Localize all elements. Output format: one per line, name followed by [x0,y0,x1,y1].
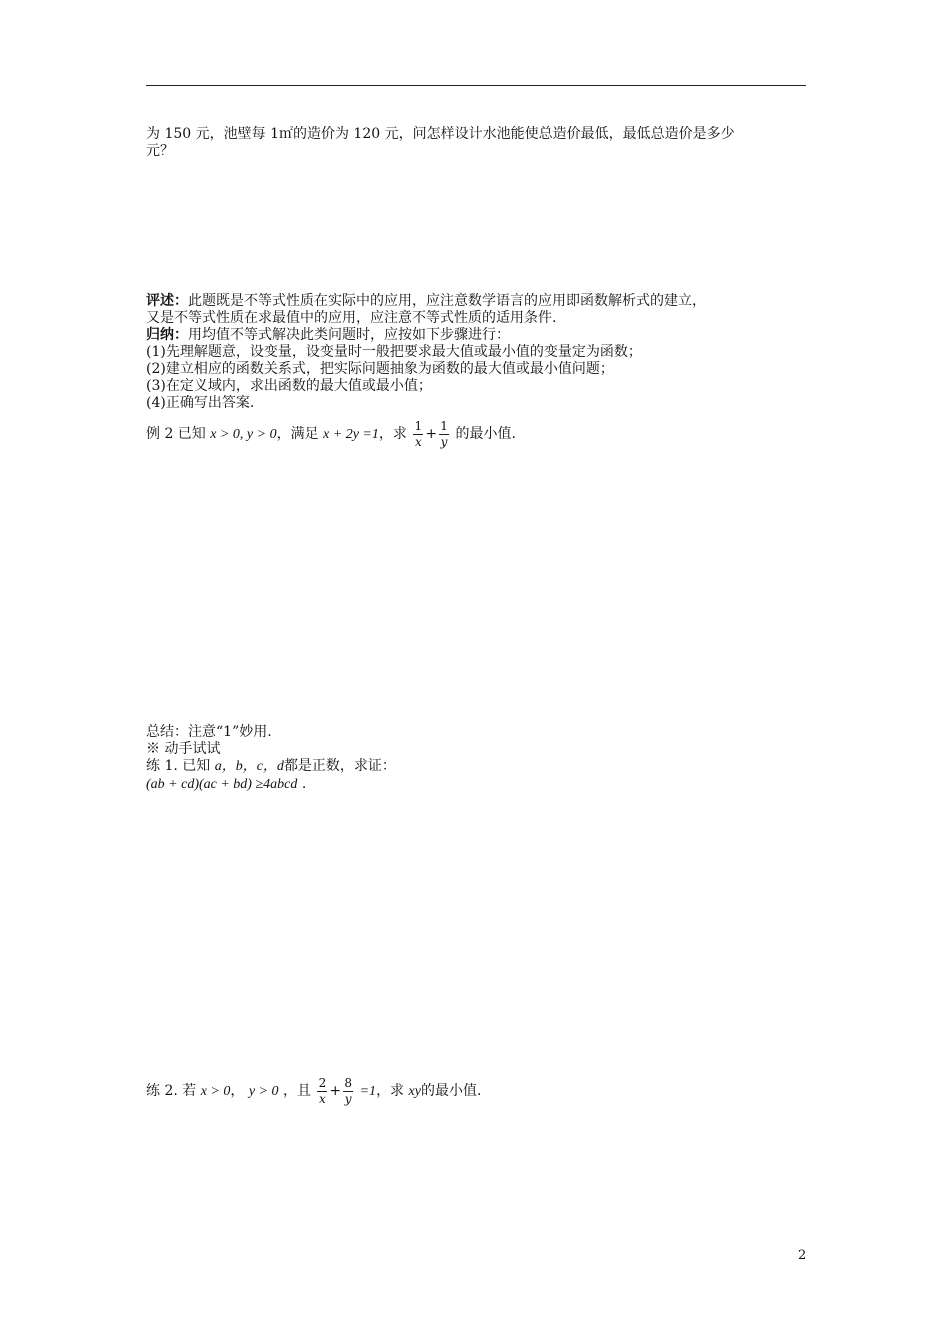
exercise-1-suffix: 都是正数，求证： [283,758,396,774]
section-heading: ※ 动手试试 [146,741,221,757]
review-text-1: 此题既是不等式性质在实际中的应用，应注意数学语言的应用即函数解析式的建立， [188,293,706,309]
exercise-1-prefix: 练 1. 已知 [146,758,211,774]
header-rule [146,85,806,86]
fraction-numerator: 1 [440,418,448,433]
plus-sign: + [329,1083,342,1099]
exercise-2-cond-1: x > 0 [200,1084,231,1099]
exercise-2-suffix: 的最小值. [420,1083,482,1099]
review-label: 评述： [146,293,188,309]
fraction-denominator: y [440,434,448,449]
exercise-1-formula: (ab + cd)(ac + bd) ≥4abcd [146,777,298,792]
example-2-condition: x > 0, y > 0 [210,427,277,442]
fraction-1-over-y [439,420,449,449]
exercise-2-mid: ，且 [282,1083,311,1099]
exercise-1-vars: a，b，c，d [214,759,284,774]
summary-text: 用均值不等式解决此类问题时，应按如下步骤进行： [188,327,510,343]
fraction-numerator: 1 [414,418,423,433]
fraction-2-over-x [317,1077,327,1106]
example-2-suffix: 的最小值. [455,426,516,442]
review-line-1 [146,293,706,310]
fraction-1-over-x [413,420,423,449]
exercise-2-equals: =1 [359,1084,377,1099]
example-2 [146,416,516,453]
summary-step-1: (1)先理解题意，设变量，设变量时一般把要求最大值或最小值的变量定为函数； [146,344,642,360]
summary-step-2: (2)建立相应的函数关系式，把实际问题抽象为函数的最大值或最小值问题； [146,361,614,377]
exercise-2-ask: ，求 [376,1083,405,1099]
example-2-ask: ，求 [378,426,407,442]
page-number: 2 [798,1248,807,1263]
conclusion: 总结：注意“1”妙用. [146,724,272,740]
fraction-denominator: x [414,434,422,449]
plus-sign: + [425,426,438,442]
exercise-2-prefix: 练 2. 若 [146,1083,197,1099]
review-line-2: 又是不等式性质在求最值中的应用，应注意不等式性质的适用条件. [146,310,557,326]
summary-label: 归纳： [146,327,188,343]
problem-line-1: 为 150 元，池壁每 1㎡的造价为 120 元，问怎样设计水池能使总造价最低，最低总造价是多少 [146,126,735,142]
example-2-prefix: 例 2 已知 [146,426,206,442]
summary-step-3: (3)在定义域内，求出函数的最大值或最小值； [146,378,432,394]
fraction-denominator: x [319,1091,326,1106]
exercise-2-sep: ， [230,1083,245,1099]
exercise-1 [146,758,396,775]
summary-line [146,327,510,344]
exercise-1-dot: . [297,776,307,792]
summary-step-4: (4)正确写出答案. [146,395,255,411]
example-2-equation: x + 2y =1 [323,427,379,442]
fraction-8-over-y [343,1077,353,1106]
fraction-numerator: 2 [318,1075,327,1090]
exercise-2 [146,1072,481,1111]
exercise-1-formula-line [146,776,306,793]
problem-line-2: 元？ [146,143,174,159]
fraction-numerator: 8 [344,1075,352,1090]
exercise-2-cond-2: y > 0 [248,1084,279,1099]
exercise-2-xy: xy [408,1084,421,1099]
fraction-denominator: y [344,1091,352,1106]
example-2-mid: ，满足 [276,426,319,442]
